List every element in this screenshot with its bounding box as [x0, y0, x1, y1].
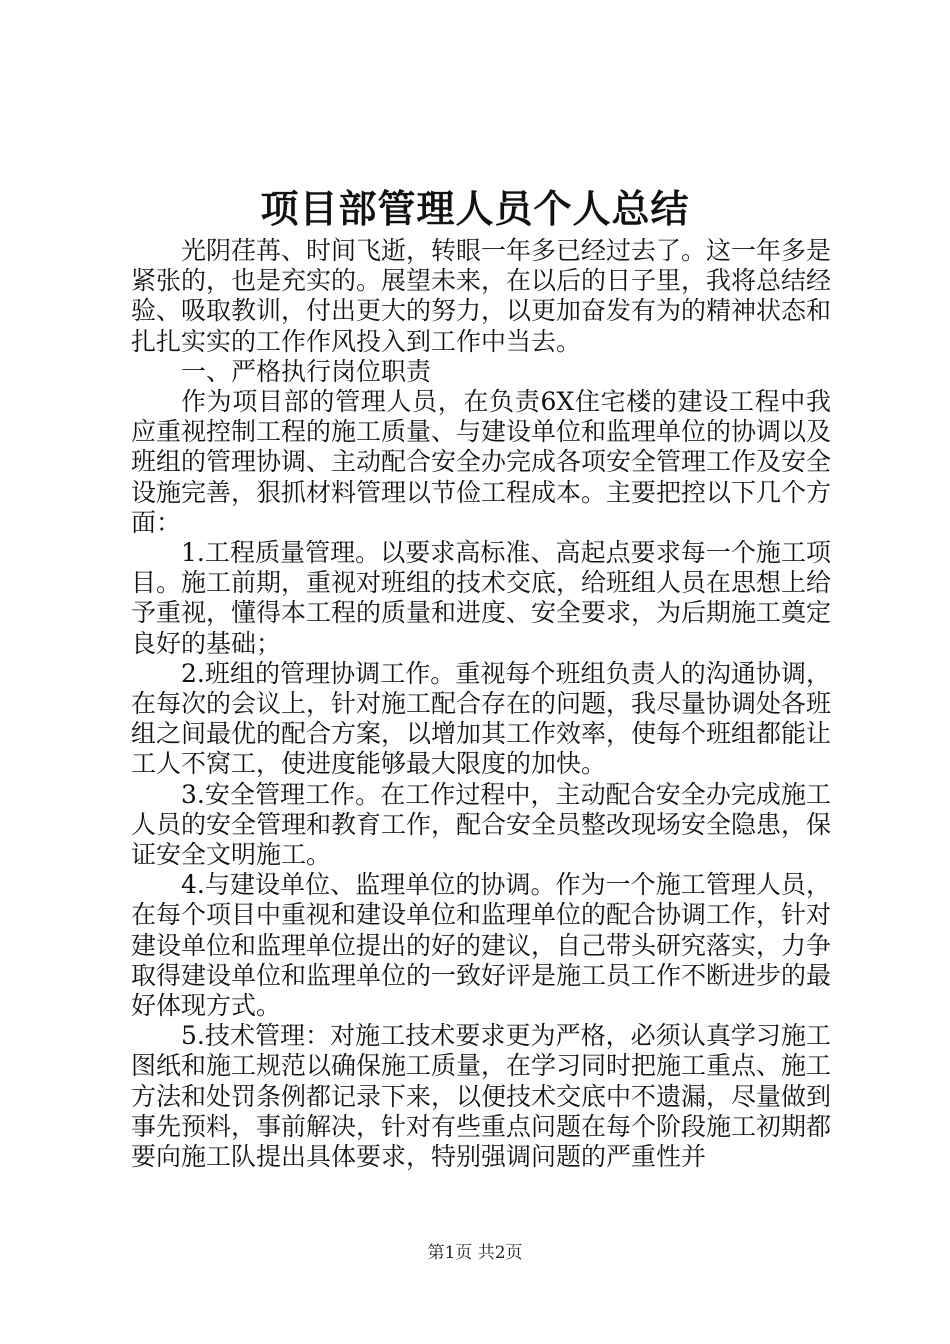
paragraph-intro: 光阴荏苒、时间飞逝，转眼一年多已经过去了。这一年多是紧张的，也是充实的。展望未来，在以后的日子里，我将总结经验、吸取教训，付出更大的努力，以更加奋发有为的精神状态和扎扎实实的工作作风投入到工作中当去。	[131, 236, 832, 356]
section-heading: 一、严格执行岗位职责	[181, 356, 432, 386]
page-footer: 第1页 共2页	[427, 1243, 523, 1263]
paragraph-item-1: 1.工程质量管理。以要求高标准、高起点要求每一个施工项目。施工前期，重视对班组的技术交底，给班组人员在思想上给予重视，懂得本工程的质量和进度、安全要求，为后期施工奠定良好的基础；	[131, 538, 832, 658]
document-title: 项目部管理人员个人总结	[260, 186, 690, 231]
paragraph-responsibilities: 作为项目部的管理人员，在负责6X住宅楼的建设工程中我应重视控制工程的施工质量、与建设单位和监理单位的协调以及班组的管理协调、主动配合安全办完成各项安全管理工作及安全设施完善，狠抓材料管理以节俭工程成本。主要把控以下几个方面：	[131, 387, 832, 537]
paragraph-item-3: 3.安全管理工作。在工作过程中，主动配合安全办完成施工人员的安全管理和教育工作，配合安全员整改现场安全隐患，保证安全文明施工。	[131, 779, 832, 870]
paragraph-item-5: 5.技术管理：对施工技术要求更为严格，必须认真学习施工图纸和施工规范以确保施工质量，在学习同时把施工重点、施工方法和处罚条例都记录下来，以便技术交底中不遗漏，尽量做到事先预料，事前解决，针对有些重点问题在每个阶段施工初期都要向施工队提出具体要求，特别强调问题的严重性并	[131, 1021, 832, 1172]
paragraph-item-2: 2.班组的管理协调工作。重视每个班组负责人的沟通协调，在每次的会议上，针对施工配合存在的问题，我尽量协调处各班组之间最优的配合方案，以增加其工作效率，使每个班组都能让工人不窝工，使进度能够最大限度的加快。	[131, 658, 832, 779]
paragraph-item-4: 4.与建设单位、监理单位的协调。作为一个施工管理人员，在每个项目中重视和建设单位和监理单位的配合协调工作，针对建设单位和监理单位提出的好的建议，自己带头研究落实，力争取得建设单位和监理单位的一致好评是施工员工作不断进步的最好体现方式。	[131, 870, 832, 1021]
document-body	[131, 236, 831, 1172]
